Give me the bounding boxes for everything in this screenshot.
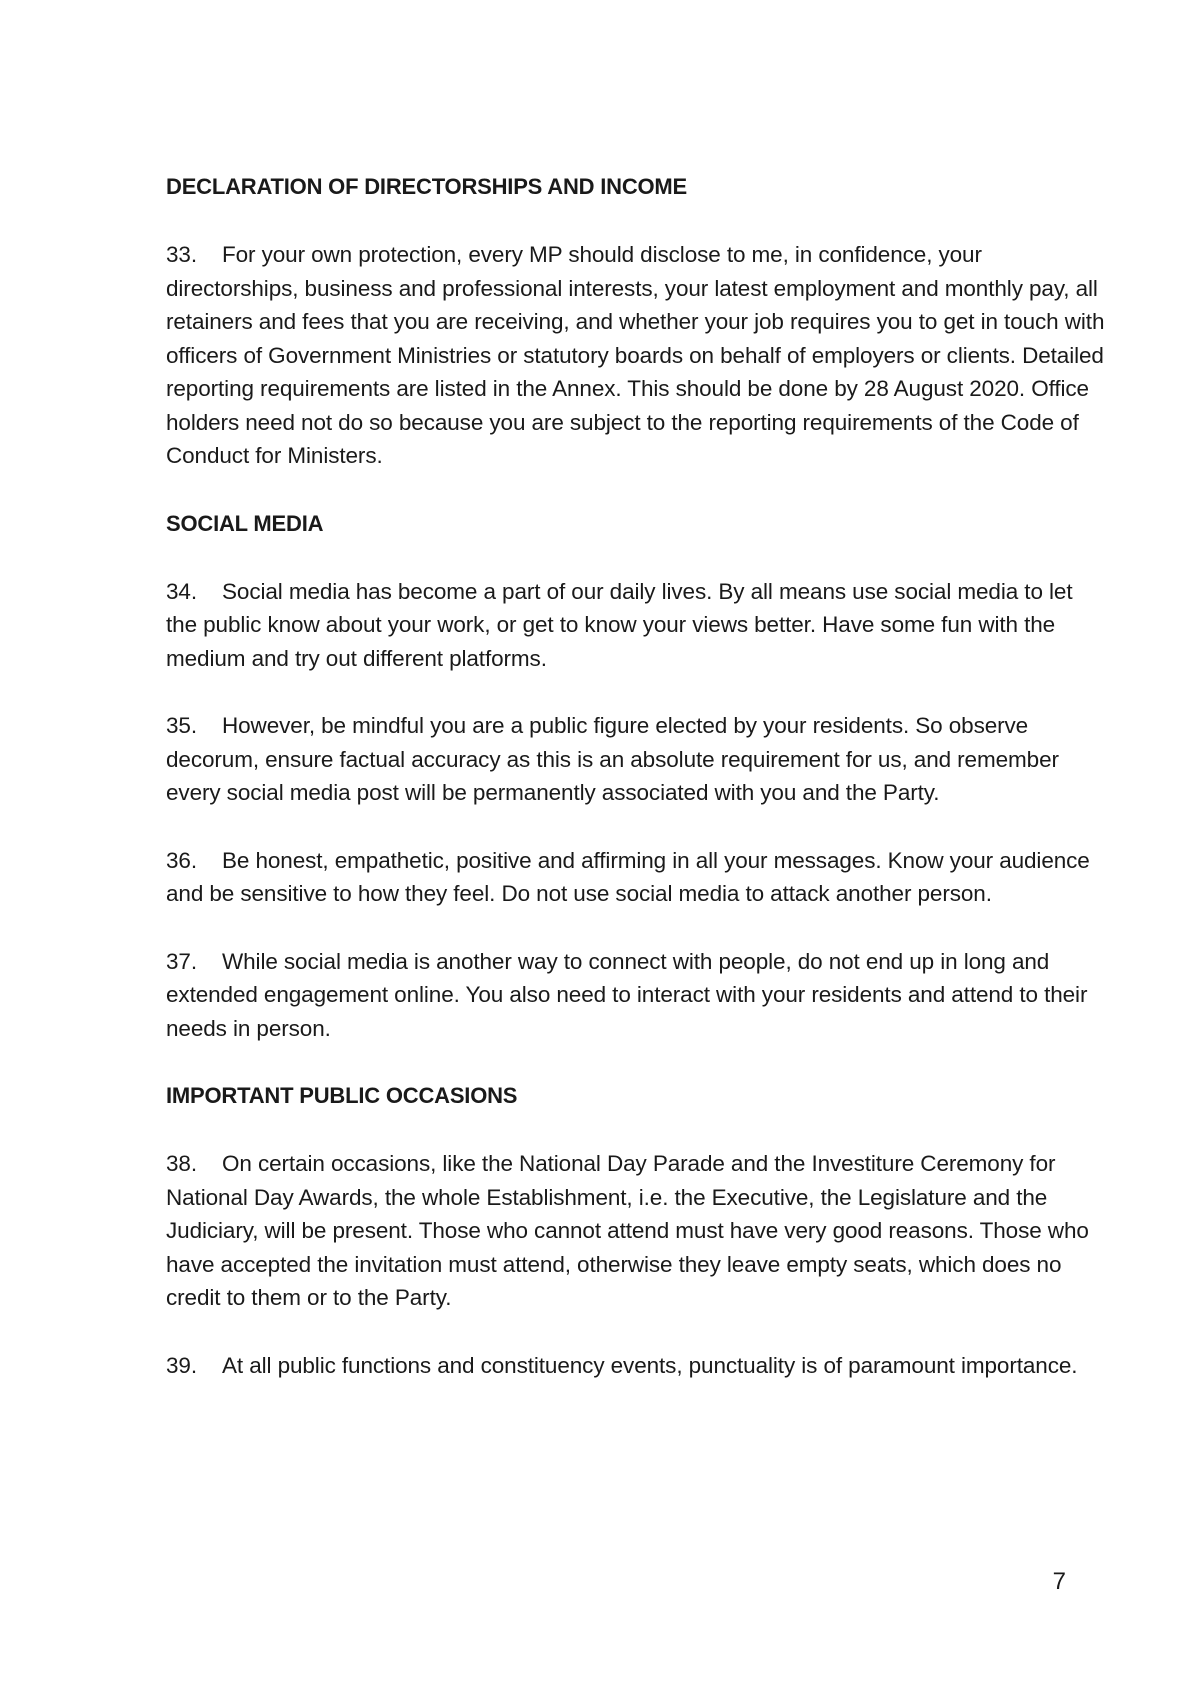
- paragraph-text: While social media is another way to connect with people, do not end up in long and extended engagement online. You also need to interact with your residents and attend to their needs in person.: [166, 948, 1088, 1041]
- paragraph-39: [166, 1349, 1106, 1383]
- paragraph-number: 39.: [166, 1352, 197, 1378]
- section-heading-directorships: DECLARATION OF DIRECTORSHIPS AND INCOME: [166, 174, 688, 199]
- paragraph-text: For your own protection, every MP should disclose to me, in confidence, your directorships, business and professional interests, your latest employment and monthly pay, all retainers and fees that you are receiving, and whether your job requires you to get in touch with officers of Government Ministries or statutory boards on behalf of employers or clients. Detailed reporting requirements are listed in the Annex. This should be done by 28 August 2020. Office holders need not do so because you are subject to the reporting requirements of the Code of Conduct for Ministers.: [166, 242, 1105, 468]
- paragraph-36: [166, 844, 1106, 911]
- document-page: [166, 170, 1106, 1382]
- paragraph-number: 34.: [166, 578, 197, 604]
- section-heading-social-media: SOCIAL MEDIA: [166, 510, 324, 536]
- paragraph-text: Be honest, empathetic, positive and affirming in all your messages. Know your audience and be sensitive to how they feel. Do not use social media to attack another person.: [166, 847, 1090, 906]
- paragraph-38: [166, 1147, 1106, 1315]
- paragraph-number: 38.: [166, 1151, 197, 1176]
- page-number: 7: [1052, 1568, 1066, 1595]
- paragraph-number: 33.: [166, 242, 197, 267]
- paragraph-number: 37.: [166, 948, 197, 974]
- section-heading-public-occasions: IMPORTANT PUBLIC OCCASIONS: [166, 1083, 518, 1108]
- paragraph-number: 35.: [166, 713, 197, 738]
- paragraph-33: [166, 238, 1106, 473]
- paragraph-text: At all public functions and constituency events, punctuality is of paramount importance.: [222, 1352, 1078, 1378]
- paragraph-number: 36.: [166, 847, 197, 873]
- paragraph-text: Social media has become a part of our daily lives. By all means use social media to let the public know about your work, or get to know your views better. Have some fun with the medium and try out different platforms.: [166, 578, 1073, 671]
- paragraph-text: On certain occasions, like the National Day Parade and the Investiture Ceremony for National Day Awards, the whole Establishment, i.e. the Executive, the Legislature and the Judiciary, will be present. Those who cannot attend must have very good reasons. Those who have accepted the invitation must attend, otherwise they leave empty seats, which does no credit to them or to the Party.: [166, 1151, 1089, 1310]
- paragraph-37: [166, 945, 1106, 1046]
- paragraph-text: However, be mindful you are a public figure elected by your residents. So observe decorum, ensure factual accuracy as this is an absolute requirement for us, and remember every social media post will be permanently associated with you and the Party.: [166, 713, 1059, 805]
- paragraph-34: [166, 575, 1106, 676]
- paragraph-35: [166, 709, 1106, 810]
